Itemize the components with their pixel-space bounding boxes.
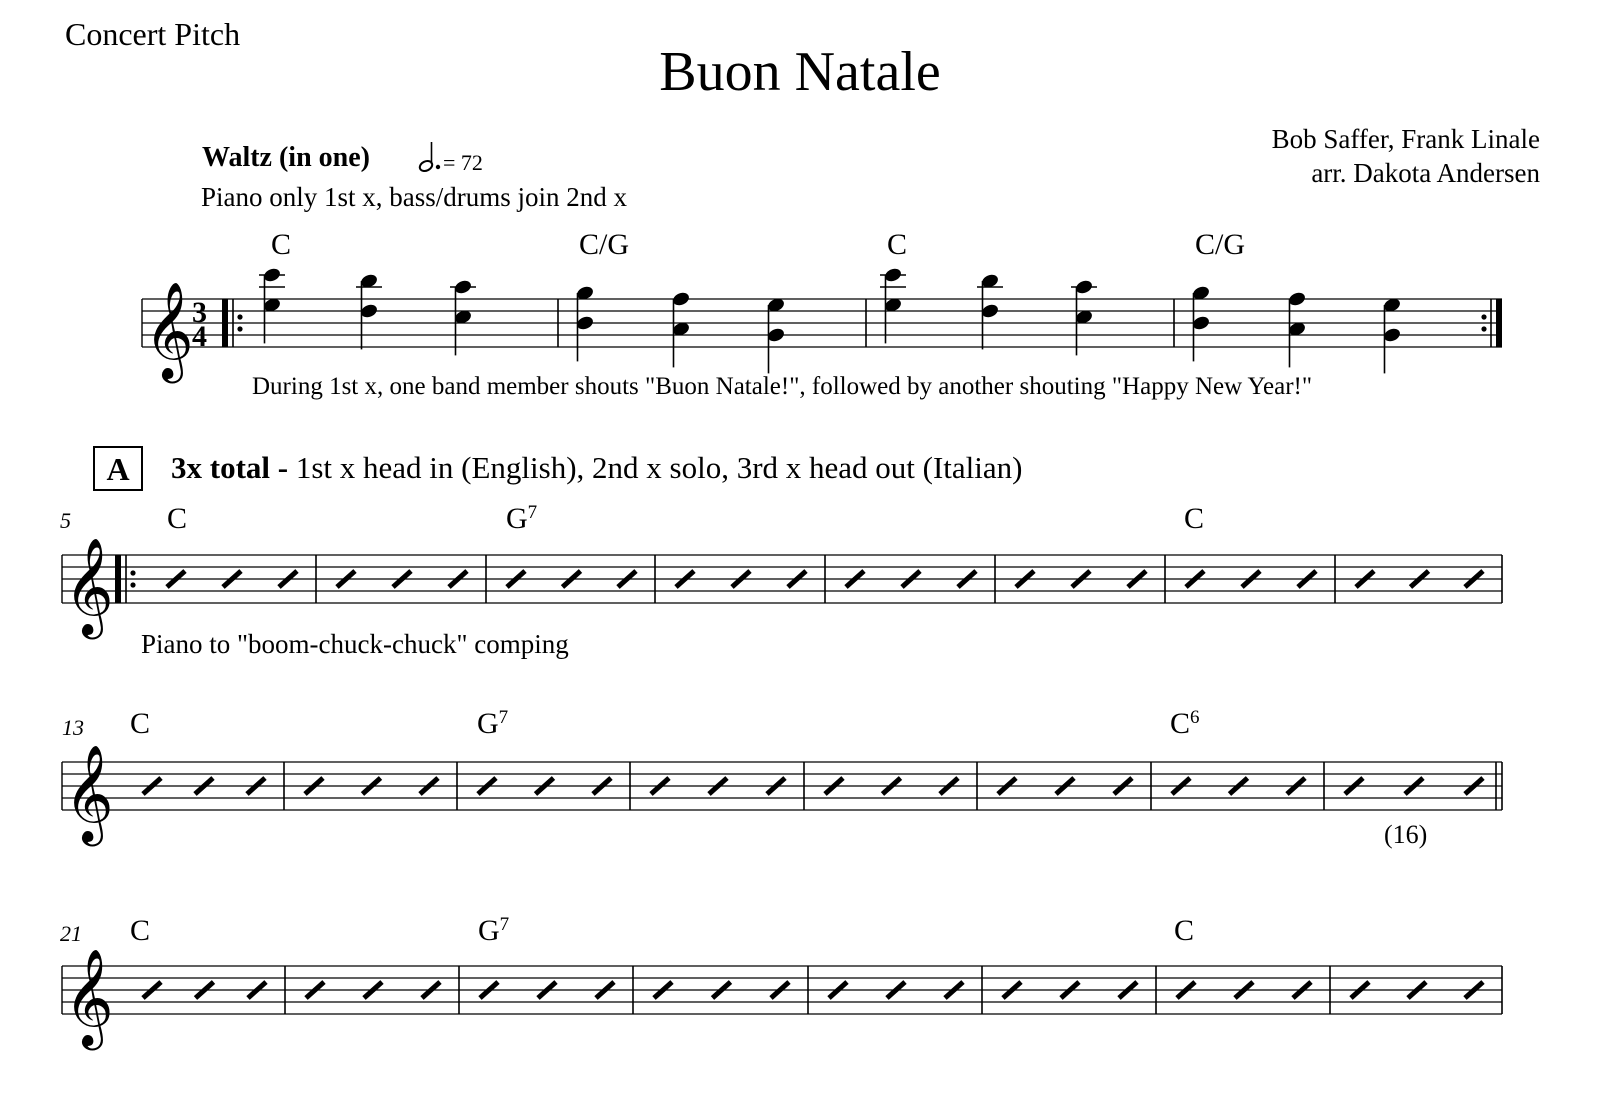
intro-instruction: Piano only 1st x, bass/drums join 2nd x: [201, 182, 628, 212]
section-length-label: (16): [1384, 820, 1428, 849]
chord-symbol: [167, 502, 187, 535]
chord-symbol: [1170, 707, 1200, 740]
chord-root: C: [130, 914, 151, 947]
slash-staff: [60, 502, 1502, 639]
measure-number: 21: [60, 921, 82, 946]
chord-root: C/G: [1195, 228, 1246, 261]
treble-clef-icon: 𝄞: [64, 537, 114, 635]
chord-extension: 6: [1190, 707, 1200, 728]
chord-symbol: [1195, 228, 1245, 261]
chord-extension: 7: [527, 502, 538, 523]
chord-symbol: [130, 914, 150, 947]
chord-root: C/G: [579, 228, 630, 261]
edition-label: Concert Pitch: [65, 16, 241, 52]
repeat-start-thick-bar: [222, 299, 228, 347]
chord-root: C: [1174, 914, 1195, 947]
section-a-direction-bold: 3x total -: [171, 450, 289, 485]
repeat-dot: [237, 314, 242, 319]
slash-staff: [60, 914, 1502, 1050]
time-signature-top: 3: [192, 296, 207, 329]
treble-clef-icon: 𝄞: [64, 948, 114, 1046]
repeat-dot: [237, 326, 242, 331]
chord-symbol: [1184, 502, 1204, 535]
chord-root: C: [130, 707, 151, 740]
chord-root: G: [477, 707, 499, 740]
repeat-dot: [130, 570, 135, 575]
section-a-direction-text: 1st x head in (English), 2nd x solo, 3rd x head out (Italian): [288, 450, 1023, 485]
chord-root: C: [887, 228, 908, 261]
chord-root: C: [271, 228, 292, 261]
chord-root: C: [1170, 707, 1191, 740]
repeat-dot: [130, 582, 135, 587]
tempo-text: Waltz (in one): [202, 142, 370, 173]
chord-root: G: [506, 502, 528, 535]
tempo-value: = 72: [443, 150, 483, 175]
chord-symbol: [1174, 914, 1194, 947]
composer-credit: Bob Saffer, Frank Linale: [1271, 124, 1540, 154]
chord-extension: 7: [499, 914, 510, 935]
treble-clef-icon: 𝄞: [144, 281, 194, 379]
measure-number: 5: [60, 508, 71, 533]
repeat-dot: [1481, 326, 1486, 331]
chord-symbol: [506, 502, 537, 535]
intro-staff: [142, 228, 1502, 383]
page-title: Buon Natale: [659, 41, 941, 103]
time-signature: [192, 296, 207, 353]
arranger-credit: arr. Dakota Andersen: [1311, 158, 1540, 188]
chord-extension: 7: [498, 707, 509, 728]
chord-root: G: [478, 914, 500, 947]
measure-number: 13: [62, 715, 84, 740]
chord-symbol: [271, 228, 291, 261]
time-signature-bottom: 4: [192, 320, 207, 353]
chord-root: C: [1184, 502, 1205, 535]
slash-staff: [62, 707, 1502, 849]
comping-note: Piano to "boom-chuck-chuck" comping: [141, 629, 569, 659]
treble-clef-icon: 𝄞: [64, 744, 114, 842]
chord-symbol: [478, 914, 509, 947]
repeat-end-thick-bar: [1496, 299, 1502, 347]
intro-note: During 1st x, one band member shouts "Buon Natale!", followed by another shouting "Happy New Year!": [252, 373, 1313, 400]
chord-root: C: [167, 502, 188, 535]
chord-symbol: [477, 707, 508, 740]
chord-symbol: [579, 228, 629, 261]
rehearsal-mark-a: A: [93, 446, 143, 491]
chord-symbol: [130, 707, 150, 740]
chord-symbol: [887, 228, 907, 261]
repeat-start-thick-bar: [115, 555, 121, 603]
repeat-dot: [1481, 314, 1486, 319]
